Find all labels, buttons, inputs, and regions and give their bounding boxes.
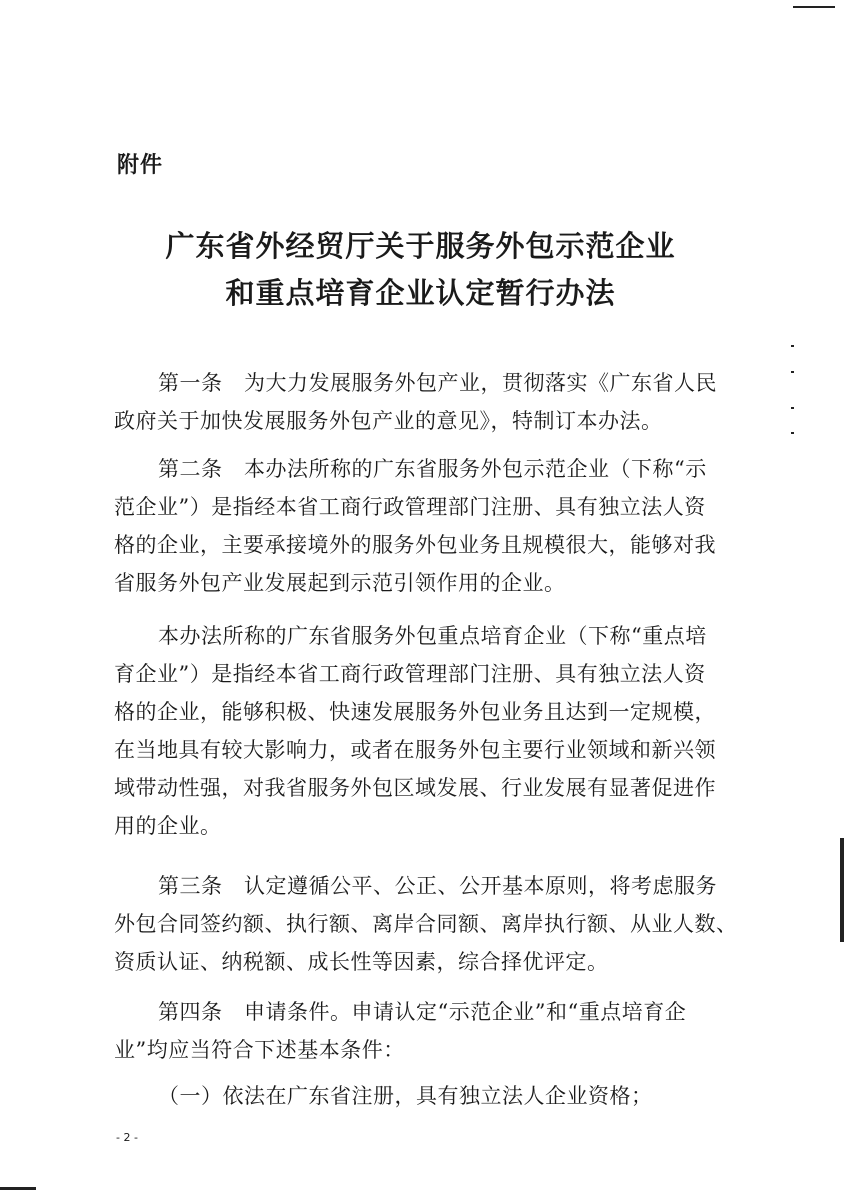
paragraph-line: 范企业”）是指经本省工商行政管理部门注册、具有独立法人资	[114, 495, 706, 519]
paragraph-line: 格的企业，主要承接境外的服务外包业务且规模很大，能够对我	[114, 533, 716, 557]
scan-artifact	[0, 1187, 36, 1190]
document-title-line-1: 广东省外经贸厅关于服务外包示范企业	[165, 229, 676, 263]
paragraph-line: 业”均应当符合下述基本条件：	[114, 1038, 405, 1062]
scan-artifact	[791, 345, 794, 347]
paragraph-line: 第一条 为大力发展服务外包产业，贯彻落实《广东省人民	[158, 371, 717, 395]
article-2-continued-paragraph	[114, 617, 734, 845]
paragraph-line: 第三条 认定遵循公平、公正、公开基本原则，将考虑服务	[158, 874, 717, 898]
scan-artifact	[840, 838, 844, 942]
paragraph-line: 格的企业，能够积极、快速发展服务外包业务且达到一定规模，	[114, 700, 716, 724]
paragraph-line: 省服务外包产业发展起到示范引领作用的企业。	[114, 571, 566, 595]
paragraph-line: 第二条 本办法所称的广东省服务外包示范企业（下称“示	[158, 457, 707, 481]
scan-artifact	[791, 432, 794, 434]
article-1-paragraph	[114, 364, 734, 440]
paragraph-line: 外包合同签约额、执行额、离岸合同额、离岸执行额、从业人数、	[114, 912, 738, 936]
paragraph-line: 用的企业。	[114, 814, 222, 838]
article-4-paragraph	[114, 993, 734, 1069]
paragraph-line: （一）依法在广东省注册，具有独立法人企业资格；	[158, 1084, 653, 1108]
paragraph-line: 在当地具有较大影响力，或者在服务外包主要行业领域和新兴领	[114, 738, 716, 762]
attachment-label: 附件	[117, 152, 164, 178]
scan-artifact	[791, 407, 794, 409]
paragraph-line: 第四条 申请条件。申请认定“示范企业”和“重点培育企	[158, 1000, 687, 1024]
article-3-paragraph	[114, 867, 738, 981]
scan-artifact	[793, 6, 835, 8]
document-title-line-2: 和重点培育企业认定暂行办法	[225, 276, 616, 310]
paragraph-line: 本办法所称的广东省服务外包重点培育企业（下称“重点培	[158, 624, 707, 648]
page-number: - 2 -	[116, 1131, 138, 1144]
paragraph-line: 资质认证、纳税额、成长性等因素，综合择优评定。	[114, 950, 609, 974]
scan-artifact	[791, 371, 794, 373]
paragraph-line: 政府关于加快发展服务外包产业的意见》，特制订本办法。	[114, 409, 663, 433]
article-2-paragraph	[114, 450, 734, 602]
paragraph-line: 域带动性强，对我省服务外包区域发展、行业发展有显著促进作	[114, 776, 716, 800]
paragraph-line: 育企业”）是指经本省工商行政管理部门注册、具有独立法人资	[114, 662, 706, 686]
article-4-item-1	[114, 1077, 734, 1115]
